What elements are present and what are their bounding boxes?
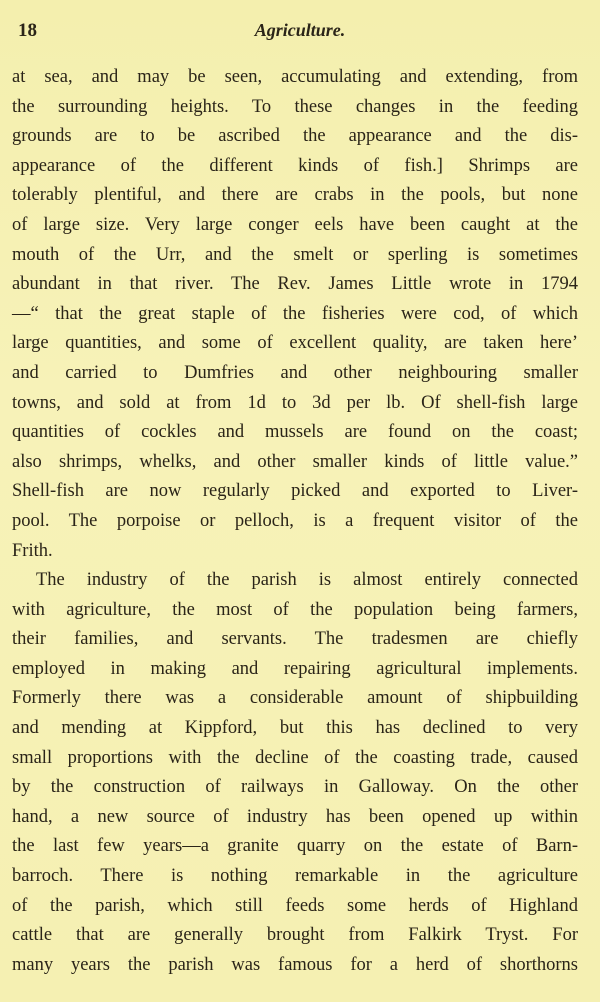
text-line: of large size. Very large conger eels have been caught at the [12,214,578,235]
text-line: appearance of the different kinds of fish.] Shrimps are [12,155,578,176]
text-line: mouth of the Urr, and the smelt or sperling is sometimes [12,244,578,265]
text-line: employed in making and repairing agricultural implements. [12,658,578,679]
text-line: Formerly there was a considerable amount of shipbuilding [12,688,578,709]
text-line: the surrounding heights. To these changes in the feeding [12,96,578,117]
text-line: many years the parish was famous for a herd of shorthorns [12,954,578,975]
paragraph-start-line: The industry of the parish is almost entirely connected [36,570,578,591]
text-line: pool. The porpoise or pelloch, is a frequent visitor of the [12,510,578,531]
text-line: by the construction of railways in Galloway. On the other [12,777,578,798]
text-line: and carried to Dumfries and other neighbouring smaller [12,362,578,383]
text-line: also shrimps, whelks, and other smaller kinds of little value.” [12,451,578,472]
page-header [14,20,586,46]
text-line: —“ that the great staple of the fisheries were cod, of which [12,303,578,324]
text-line: at sea, and may be seen, accumulating and extending, from [12,67,578,87]
text-line: Shell-fish are now regularly picked and exported to Liver- [12,481,578,502]
text-line: barroch. There is nothing remarkable in the agriculture [12,866,578,887]
text-line: large quantities, and some of excellent quality, are taken here’ [12,333,578,354]
page-number: 18 [18,20,37,41]
text-line: and mending at Kippford, but this has declined to very [12,718,578,739]
text-line: quantities of cockles and mussels are found on the coast; [12,422,578,443]
text-line: cattle that are generally brought from Falkirk Tryst. For [12,925,578,946]
body-text [12,63,578,980]
text-line: small proportions with the decline of the coasting trade, caused [12,747,578,768]
text-line: with agriculture, the most of the population being farmers, [12,599,578,620]
text-line: hand, a new source of industry has been opened up within [12,806,578,827]
paragraph-end-line: Frith. [12,540,53,561]
text-line: grounds are to be ascribed the appearance and the dis- [12,126,578,147]
text-line: the last few years—a granite quarry on the estate of Barn- [12,836,578,857]
text-line: their families, and servants. The tradesmen are chiefly [12,629,578,650]
text-line: abundant in that river. The Rev. James Little wrote in 1794 [12,274,578,295]
text-line: tolerably plentiful, and there are crabs in the pools, but none [12,185,578,206]
text-line: of the parish, which still feeds some herds of Highland [12,895,578,916]
running-title: Agriculture. [254,20,346,40]
text-line: towns, and sold at from 1d to 3d per lb. Of shell-fish large [12,392,578,413]
